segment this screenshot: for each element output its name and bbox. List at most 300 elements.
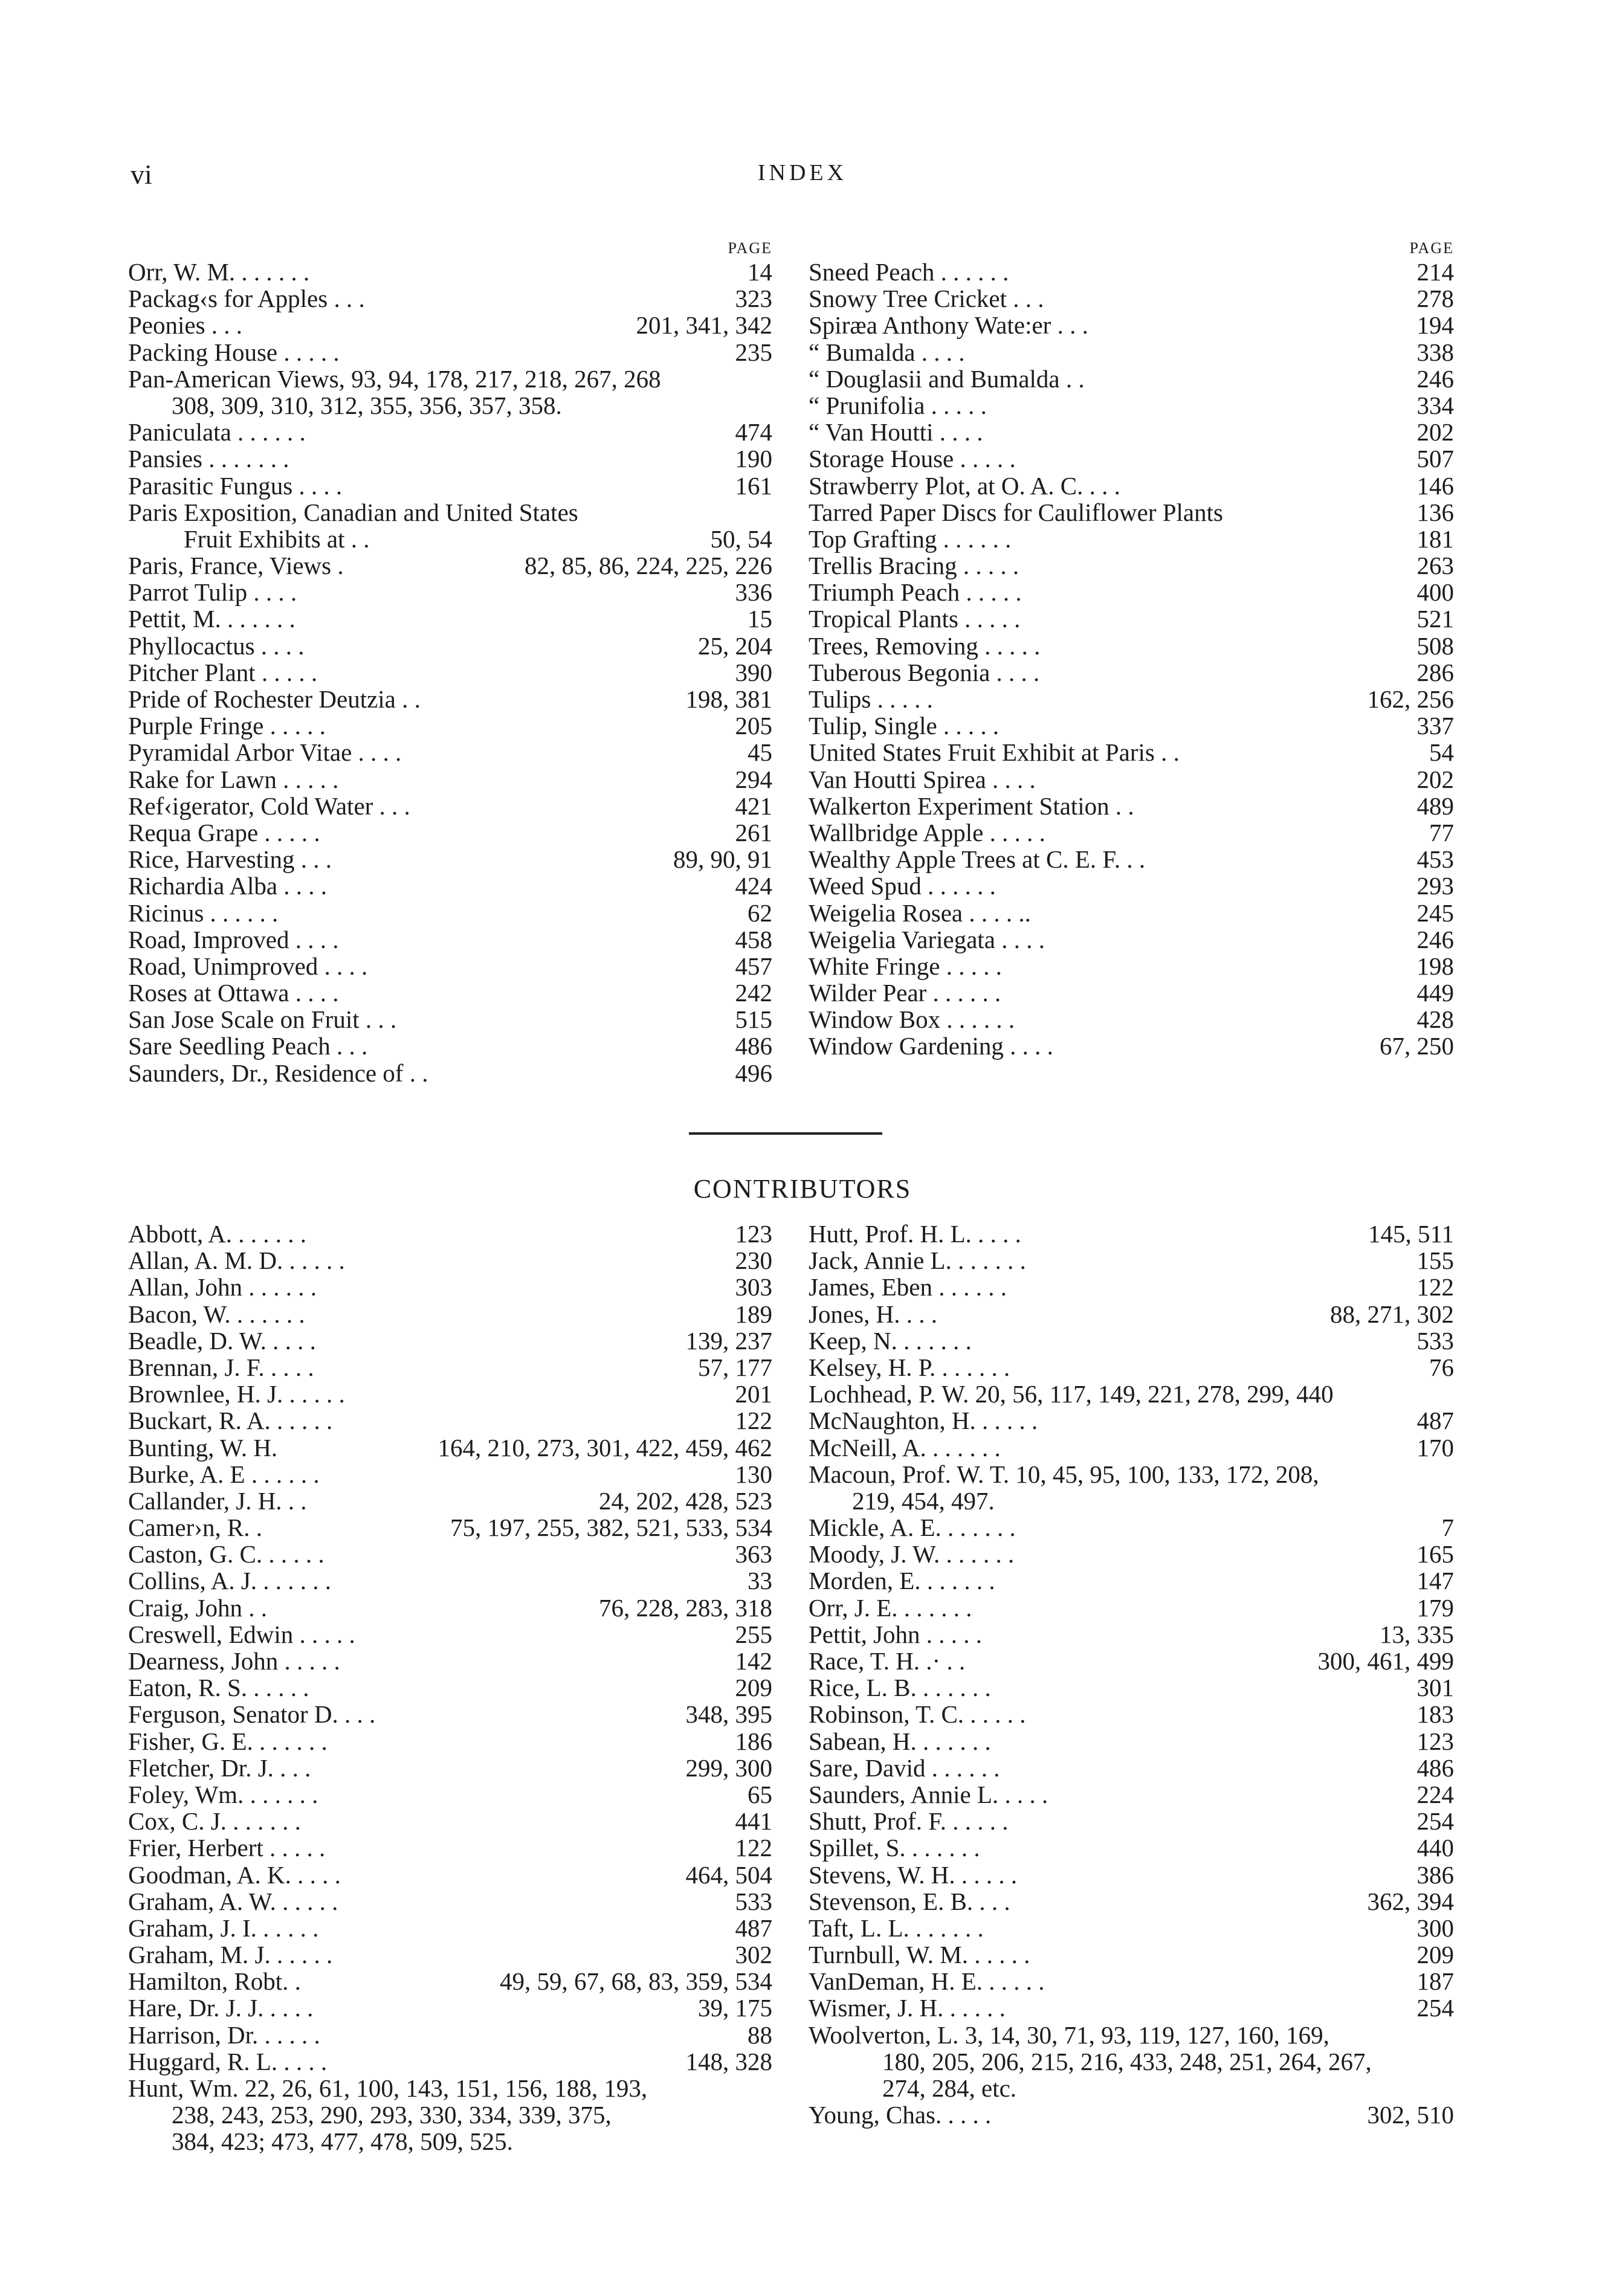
entry-name: Tuberous Begonia . . . . bbox=[809, 658, 1040, 686]
entry-pages: 334 bbox=[1416, 391, 1454, 419]
entry-name: Stevenson, E. B. . . . bbox=[809, 1887, 1010, 1915]
entry-pages: 508 bbox=[1416, 631, 1454, 660]
index-left-column bbox=[128, 239, 772, 1097]
contributors-heading: CONTRIBUTORS bbox=[693, 1174, 912, 1204]
entry-pages: 301 bbox=[1416, 1674, 1454, 1702]
index-entry bbox=[128, 846, 772, 872]
entry-name: United States Fruit Exhibit at Paris . . bbox=[809, 738, 1180, 767]
index-entry bbox=[128, 1941, 772, 1968]
entry-name: Wismer, J. H. . . . . . bbox=[809, 1994, 1006, 2022]
entry-name: Purple Fringe . . . . . bbox=[128, 712, 326, 740]
entry-name: Storage House . . . . . bbox=[809, 445, 1016, 473]
index-entry bbox=[128, 1862, 772, 1888]
index-entry bbox=[809, 1595, 1454, 1621]
entry-pages: 33 bbox=[748, 1567, 772, 1595]
index-entry bbox=[809, 1968, 1454, 1994]
entry-name: Dearness, John . . . . . bbox=[128, 1647, 340, 1675]
index-right-column bbox=[809, 239, 1454, 1097]
entry-pages: 130 bbox=[735, 1460, 772, 1488]
index-entry bbox=[809, 419, 1454, 445]
index-entry bbox=[128, 979, 772, 1006]
index-entry bbox=[809, 712, 1454, 739]
index-entry bbox=[128, 686, 772, 712]
index-entry bbox=[128, 312, 772, 338]
index-entry bbox=[809, 979, 1454, 1006]
index-entry bbox=[128, 1648, 772, 1674]
entry-name: Strawberry Plot, at O. A. C. . . . bbox=[809, 471, 1120, 500]
index-entry bbox=[809, 1514, 1454, 1541]
index-entry bbox=[809, 1994, 1454, 2021]
index-entry bbox=[128, 1567, 772, 1594]
entry-pages: 294 bbox=[735, 765, 772, 793]
index-entry bbox=[128, 1755, 772, 1781]
entry-name: Sneed Peach . . . . . . bbox=[809, 258, 1009, 286]
entry-name: Bacon, W. . . . . . . bbox=[128, 1300, 305, 1328]
entry-name: Tropical Plants . . . . . bbox=[809, 605, 1021, 633]
entry-name: Ricinus . . . . . . bbox=[128, 898, 279, 927]
entry-pages: 67, 250 bbox=[1380, 1032, 1454, 1060]
entry-pages: 440 bbox=[1416, 1834, 1454, 1862]
entry-pages: 201, 341, 342 bbox=[636, 311, 772, 340]
entry-name: Road, Improved . . . . bbox=[128, 925, 339, 953]
entry-name: Fruit Exhibits at . . bbox=[184, 524, 370, 553]
page-column-label: PAGE bbox=[728, 239, 772, 257]
entry-name: Ferguson, Senator D. . . . bbox=[128, 1700, 376, 1729]
entry-pages: 205 bbox=[735, 712, 772, 740]
index-entry bbox=[128, 872, 772, 899]
index-entry bbox=[809, 1461, 1454, 1488]
entry-pages: 24, 202, 428, 523 bbox=[599, 1486, 772, 1515]
entry-pages: 25, 204 bbox=[698, 631, 772, 660]
entry-pages: 302, 510 bbox=[1367, 2101, 1454, 2129]
entry-pages: 194 bbox=[1416, 311, 1454, 340]
entry-name: Pan-American Views, 93, 94, 178, 217, 218, 267, 268 bbox=[128, 364, 661, 393]
index-entry bbox=[809, 1274, 1454, 1300]
entry-pages: 142 bbox=[735, 1647, 772, 1675]
index-entry bbox=[809, 1648, 1454, 1674]
entry-pages: 39, 175 bbox=[698, 1994, 772, 2022]
entry-pages: 15 bbox=[748, 605, 772, 633]
entry-pages: 170 bbox=[1416, 1433, 1454, 1462]
index-entry bbox=[809, 366, 1454, 392]
entry-name: Collins, A. J. . . . . . . bbox=[128, 1567, 332, 1595]
entry-name: Camer›n, R. . bbox=[128, 1514, 263, 1542]
entry-pages: 209 bbox=[735, 1674, 772, 1702]
entry-name: Van Houtti Spirea . . . . bbox=[809, 765, 1036, 793]
entry-name: Wallbridge Apple . . . . . bbox=[809, 818, 1045, 846]
entry-name: McNaughton, H. . . . . . bbox=[809, 1407, 1038, 1435]
index-entry bbox=[128, 1488, 772, 1514]
index-entry bbox=[809, 1915, 1454, 1941]
entry-name: Weigelia Rosea . . . . .. bbox=[809, 898, 1031, 927]
entry-pages: 209 bbox=[1416, 1941, 1454, 1969]
index-entry bbox=[809, 953, 1454, 979]
index-entry bbox=[809, 552, 1454, 579]
entry-pages: 424 bbox=[735, 872, 772, 900]
entry-pages: 453 bbox=[1416, 845, 1454, 874]
entry-name: Walkerton Experiment Station . . bbox=[809, 792, 1134, 820]
entry-name: Stevens, W. H. . . . . . bbox=[809, 1860, 1018, 1889]
entry-pages: 165 bbox=[1416, 1540, 1454, 1569]
entry-name: Sare Seedling Peach . . . bbox=[128, 1032, 368, 1060]
entry-pages: 486 bbox=[1416, 1753, 1454, 1782]
index-entry bbox=[128, 2101, 772, 2128]
entry-pages: 299, 300 bbox=[685, 1753, 772, 1782]
entry-pages: 390 bbox=[735, 658, 772, 686]
index-entry bbox=[809, 633, 1454, 659]
index-entry bbox=[128, 2048, 772, 2075]
entry-name: Spiræa Anthony Wate:er . . . bbox=[809, 311, 1088, 340]
index-entry bbox=[128, 552, 772, 579]
entry-name: Weigelia Variegata . . . . bbox=[809, 925, 1045, 953]
entry-name: Pansies . . . . . . . bbox=[128, 445, 289, 473]
entry-pages: 337 bbox=[1416, 712, 1454, 740]
index-entry bbox=[809, 900, 1454, 926]
index-entry bbox=[128, 1994, 772, 2021]
entry-pages: 202 bbox=[1416, 765, 1454, 793]
entry-name: Frier, Herbert . . . . . bbox=[128, 1834, 326, 1862]
index-left-entries bbox=[128, 259, 772, 1086]
entry-pages: 179 bbox=[1416, 1593, 1454, 1622]
entry-name: Morden, E. . . . . . . bbox=[809, 1567, 995, 1595]
entry-name: “ Douglasii and Bumalda . . bbox=[809, 364, 1085, 393]
entry-pages: 183 bbox=[1416, 1700, 1454, 1729]
index-entry bbox=[128, 1968, 772, 1994]
index-entry bbox=[809, 579, 1454, 605]
entry-pages: 348, 395 bbox=[685, 1700, 772, 1729]
index-entry bbox=[809, 312, 1454, 338]
entry-name: 219, 454, 497. bbox=[852, 1486, 995, 1515]
entry-name: Pettit, M. . . . . . . bbox=[128, 605, 295, 633]
entry-pages: 474 bbox=[735, 418, 772, 447]
index-entry bbox=[128, 579, 772, 605]
entry-name: Hamilton, Robt. . bbox=[128, 1967, 301, 1996]
entry-name: Race, T. H. .· . . bbox=[809, 1647, 966, 1675]
entry-name: Trellis Bracing . . . . . bbox=[809, 552, 1019, 580]
index-entry bbox=[809, 2048, 1454, 2075]
contributors-left-entries bbox=[128, 1221, 772, 2155]
entry-pages: 190 bbox=[735, 445, 772, 473]
index-entry bbox=[809, 1941, 1454, 1968]
index-entry bbox=[809, 1834, 1454, 1861]
index-entry bbox=[809, 686, 1454, 712]
entry-pages: 65 bbox=[748, 1780, 772, 1808]
index-entry bbox=[128, 419, 772, 445]
entry-pages: 242 bbox=[735, 979, 772, 1007]
index-entry bbox=[809, 1407, 1454, 1434]
entry-pages: 263 bbox=[1416, 552, 1454, 580]
entry-name: Parrot Tulip . . . . bbox=[128, 578, 297, 607]
index-entry bbox=[809, 605, 1454, 632]
entry-name: Hare, Dr. J. J. . . . . bbox=[128, 1994, 314, 2022]
entry-name: Beadle, D. W. . . . . bbox=[128, 1326, 316, 1355]
entry-name: Orr, J. E. . . . . . . bbox=[809, 1593, 972, 1622]
entry-name: Young, Chas. . . . . bbox=[809, 2101, 992, 2129]
index-entry bbox=[128, 1674, 772, 1701]
entry-name: Saunders, Annie L. . . . . bbox=[809, 1780, 1048, 1808]
entry-pages: 507 bbox=[1416, 445, 1454, 473]
entry-pages: 464, 504 bbox=[685, 1860, 772, 1889]
entry-pages: 164, 210, 273, 301, 422, 459, 462 bbox=[438, 1433, 772, 1462]
index-entry bbox=[128, 659, 772, 686]
entry-pages: 13, 335 bbox=[1380, 1620, 1454, 1648]
entry-name: Tulip, Single . . . . . bbox=[809, 712, 999, 740]
entry-name: Sabean, H. . . . . . . bbox=[809, 1727, 991, 1755]
entry-pages: 487 bbox=[1416, 1407, 1454, 1435]
entry-pages: 189 bbox=[735, 1300, 772, 1328]
entry-name: Lochhead, P. W. 20, 56, 117, 149, 221, 278, 299, 440 bbox=[809, 1380, 1334, 1408]
entry-name: “ Van Houtti . . . . bbox=[809, 418, 983, 447]
index-entry bbox=[809, 819, 1454, 846]
index-entry bbox=[128, 392, 772, 419]
entry-pages: 186 bbox=[735, 1727, 772, 1755]
index-entry bbox=[128, 633, 772, 659]
entry-pages: 428 bbox=[1416, 1005, 1454, 1034]
index-entry bbox=[128, 1514, 772, 1541]
entry-pages: 302 bbox=[735, 1941, 772, 1969]
index-entry bbox=[128, 472, 772, 499]
entry-pages: 62 bbox=[748, 898, 772, 927]
entry-pages: 286 bbox=[1416, 658, 1454, 686]
index-entry bbox=[809, 2101, 1454, 2128]
entry-name: Triumph Peach . . . . . bbox=[809, 578, 1022, 607]
entry-name: Woolverton, L. 3, 14, 30, 71, 93, 119, 127, 160, 169, bbox=[809, 2020, 1329, 2049]
entry-pages: 45 bbox=[748, 738, 772, 767]
entry-pages: 145, 511 bbox=[1368, 1220, 1454, 1248]
entry-pages: 300 bbox=[1416, 1914, 1454, 1942]
index-entry bbox=[128, 1327, 772, 1354]
index-entry bbox=[128, 739, 772, 766]
entry-pages: 155 bbox=[1416, 1246, 1454, 1275]
entry-name: Tulips . . . . . bbox=[809, 685, 933, 713]
entry-pages: 214 bbox=[1416, 258, 1454, 286]
index-entry bbox=[809, 1808, 1454, 1834]
index-entry bbox=[128, 1461, 772, 1488]
entry-name: Burke, A. E . . . . . . bbox=[128, 1460, 320, 1488]
page-column-label: PAGE bbox=[1409, 239, 1454, 257]
entry-pages: 161 bbox=[735, 471, 772, 500]
entry-name: Jack, Annie L. . . . . . . bbox=[809, 1246, 1026, 1275]
entry-name: Fisher, G. E. . . . . . . bbox=[128, 1727, 328, 1755]
entry-name: Requa Grape . . . . . bbox=[128, 818, 320, 846]
entry-pages: 386 bbox=[1416, 1860, 1454, 1889]
entry-name: Cox, C. J. . . . . . . bbox=[128, 1807, 301, 1836]
entry-name: Rake for Lawn . . . . . bbox=[128, 765, 339, 793]
entry-pages: 49, 59, 67, 68, 83, 359, 534 bbox=[500, 1967, 772, 1996]
index-entry bbox=[128, 953, 772, 979]
entry-pages: 278 bbox=[1416, 285, 1454, 313]
index-entry bbox=[809, 445, 1454, 472]
index-entry bbox=[809, 259, 1454, 285]
index-entry bbox=[809, 1701, 1454, 1727]
entry-pages: 255 bbox=[735, 1620, 772, 1648]
index-entry bbox=[809, 1221, 1454, 1247]
entry-pages: 88, 271, 302 bbox=[1330, 1300, 1454, 1328]
index-right-entries bbox=[809, 259, 1454, 1060]
page-number: vi bbox=[131, 159, 152, 190]
entry-name: Shutt, Prof. F. . . . . . bbox=[809, 1807, 1009, 1836]
index-entry bbox=[128, 766, 772, 793]
entry-name: Rice, Harvesting . . . bbox=[128, 845, 332, 874]
entry-pages: 362, 394 bbox=[1367, 1887, 1454, 1915]
entry-name: Buckart, R. A. . . . . . bbox=[128, 1407, 333, 1435]
index-entry bbox=[128, 2128, 772, 2155]
entry-pages: 303 bbox=[735, 1273, 772, 1301]
entry-pages: 521 bbox=[1416, 605, 1454, 633]
entry-name: Kelsey, H. P. . . . . . . bbox=[809, 1353, 1010, 1381]
entry-name: Snowy Tree Cricket . . . bbox=[809, 285, 1044, 313]
index-entry bbox=[128, 1274, 772, 1300]
entry-pages: 198 bbox=[1416, 952, 1454, 980]
index-entry bbox=[128, 2022, 772, 2048]
index-entry bbox=[128, 926, 772, 953]
index-entry bbox=[128, 445, 772, 472]
entry-pages: 230 bbox=[735, 1246, 772, 1275]
entry-name: Roses at Ottawa . . . . bbox=[128, 979, 339, 1007]
entry-name: Wealthy Apple Trees at C. E. F. . . bbox=[809, 845, 1146, 874]
index-entry bbox=[128, 1781, 772, 1808]
entry-name: Graham, J. I. . . . . . bbox=[128, 1914, 319, 1942]
entry-name: Brownlee, H. J. . . . . . bbox=[128, 1380, 345, 1408]
entry-pages: 123 bbox=[1416, 1727, 1454, 1755]
index-entry bbox=[809, 1006, 1454, 1033]
entry-pages: 487 bbox=[735, 1914, 772, 1942]
entry-name: Pride of Rochester Deutzia . . bbox=[128, 685, 421, 713]
entry-pages: 224 bbox=[1416, 1780, 1454, 1808]
entry-pages: 136 bbox=[1416, 498, 1454, 526]
index-entry bbox=[128, 900, 772, 926]
entry-name: Caston, G. C. . . . . . bbox=[128, 1540, 325, 1569]
index-entry bbox=[128, 819, 772, 846]
entry-pages: 162, 256 bbox=[1367, 685, 1454, 713]
index-entry bbox=[128, 1834, 772, 1861]
entry-pages: 533 bbox=[735, 1887, 772, 1915]
index-entry bbox=[128, 712, 772, 739]
index-entry bbox=[809, 1327, 1454, 1354]
entry-pages: 201 bbox=[735, 1380, 772, 1408]
index-entry bbox=[128, 1915, 772, 1941]
entry-name: Turnbull, W. M. . . . . . bbox=[809, 1941, 1030, 1969]
entry-pages: 486 bbox=[735, 1032, 772, 1060]
index-entry bbox=[809, 339, 1454, 366]
entry-name: Sare, David . . . . . . bbox=[809, 1753, 1000, 1782]
index-entry bbox=[128, 366, 772, 392]
entry-name: 308, 309, 310, 312, 355, 356, 357, 358. bbox=[172, 391, 562, 419]
entry-name: 180, 205, 206, 215, 216, 433, 248, 251, 264, 267, bbox=[882, 2047, 1372, 2075]
index-entry bbox=[128, 1301, 772, 1327]
index-entry bbox=[809, 1567, 1454, 1594]
index-entry bbox=[128, 526, 772, 552]
index-entry bbox=[128, 259, 772, 285]
entry-pages: 449 bbox=[1416, 979, 1454, 1007]
entry-name: Pitcher Plant . . . . . bbox=[128, 658, 318, 686]
index-entry bbox=[128, 285, 772, 312]
entry-pages: 246 bbox=[1416, 925, 1454, 953]
entry-name: Phyllocactus . . . . bbox=[128, 631, 305, 660]
entry-pages: 254 bbox=[1416, 1807, 1454, 1836]
entry-pages: 457 bbox=[735, 952, 772, 980]
entry-pages: 235 bbox=[735, 338, 772, 366]
section-divider bbox=[689, 1132, 882, 1135]
index-entry bbox=[128, 1006, 772, 1033]
index-entry bbox=[128, 1033, 772, 1059]
index-entry bbox=[128, 1808, 772, 1834]
index-entry bbox=[809, 1301, 1454, 1327]
entry-pages: 146 bbox=[1416, 471, 1454, 500]
entry-name: Hunt, Wm. 22, 26, 61, 100, 143, 151, 156, 188, 193, bbox=[128, 2074, 648, 2102]
entry-name: Parasitic Fungus . . . . bbox=[128, 471, 343, 500]
entry-name: Saunders, Dr., Residence of . . bbox=[128, 1059, 428, 1087]
entry-pages: 88 bbox=[748, 2020, 772, 2049]
entry-pages: 336 bbox=[735, 578, 772, 607]
index-entry bbox=[809, 1888, 1454, 1915]
entry-pages: 187 bbox=[1416, 1967, 1454, 1996]
entry-name: Allan, John . . . . . . bbox=[128, 1273, 317, 1301]
entry-pages: 515 bbox=[735, 1005, 772, 1034]
entry-pages: 54 bbox=[1429, 738, 1454, 767]
index-entry bbox=[128, 2075, 772, 2101]
entry-name: White Fringe . . . . . bbox=[809, 952, 1002, 980]
index-entry bbox=[809, 872, 1454, 899]
index-entry bbox=[128, 1434, 772, 1461]
entry-name: “ Prunifolia . . . . . bbox=[809, 391, 987, 419]
entry-pages: 122 bbox=[1416, 1273, 1454, 1301]
entry-name: Callander, J. H. . . bbox=[128, 1486, 307, 1515]
contributors-left-column bbox=[128, 1221, 772, 2199]
entry-name: Rice, L. B. . . . . . . bbox=[809, 1674, 991, 1702]
entry-name: Fletcher, Dr. J. . . . bbox=[128, 1753, 311, 1782]
entry-pages: 489 bbox=[1416, 792, 1454, 820]
entry-pages: 323 bbox=[735, 285, 772, 313]
entry-pages: 246 bbox=[1416, 364, 1454, 393]
index-entry bbox=[128, 793, 772, 819]
entry-name: Abbott, A. . . . . . . bbox=[128, 1220, 306, 1248]
entry-pages: 147 bbox=[1416, 1567, 1454, 1595]
entry-pages: 139, 237 bbox=[685, 1326, 772, 1355]
entry-pages: 148, 328 bbox=[685, 2047, 772, 2075]
index-entry bbox=[128, 1221, 772, 1247]
entry-name: Brennan, J. F. . . . . bbox=[128, 1353, 314, 1381]
entry-pages: 123 bbox=[735, 1220, 772, 1248]
index-entry bbox=[128, 605, 772, 632]
entry-name: Creswell, Edwin . . . . . bbox=[128, 1620, 355, 1648]
index-entry bbox=[128, 1621, 772, 1648]
entry-pages: 76 bbox=[1429, 1353, 1454, 1381]
entry-pages: 82, 85, 86, 224, 225, 226 bbox=[525, 552, 772, 580]
index-entry bbox=[809, 793, 1454, 819]
entry-pages: 77 bbox=[1429, 818, 1454, 846]
index-entry bbox=[128, 339, 772, 366]
entry-name: San Jose Scale on Fruit . . . bbox=[128, 1005, 397, 1034]
index-entry bbox=[809, 1728, 1454, 1755]
entry-pages: 14 bbox=[748, 258, 772, 286]
entry-pages: 363 bbox=[735, 1540, 772, 1569]
page-title: INDEX bbox=[757, 160, 848, 185]
entry-name: James, Eben . . . . . . bbox=[809, 1273, 1007, 1301]
entry-pages: 441 bbox=[735, 1807, 772, 1836]
index-entry bbox=[809, 2075, 1454, 2101]
entry-name: Packag‹s for Apples . . . bbox=[128, 285, 365, 313]
entry-pages: 76, 228, 283, 318 bbox=[599, 1593, 772, 1622]
index-entry bbox=[809, 1674, 1454, 1701]
entry-name: Eaton, R. S. . . . . . bbox=[128, 1674, 309, 1702]
entry-name: Trees, Removing . . . . . bbox=[809, 631, 1041, 660]
entry-name: Graham, M. J. . . . . . bbox=[128, 1941, 333, 1969]
entry-name: 274, 284, etc. bbox=[882, 2074, 1017, 2102]
entry-pages: 421 bbox=[735, 792, 772, 820]
index-entry bbox=[809, 1862, 1454, 1888]
entry-pages: 458 bbox=[735, 925, 772, 953]
